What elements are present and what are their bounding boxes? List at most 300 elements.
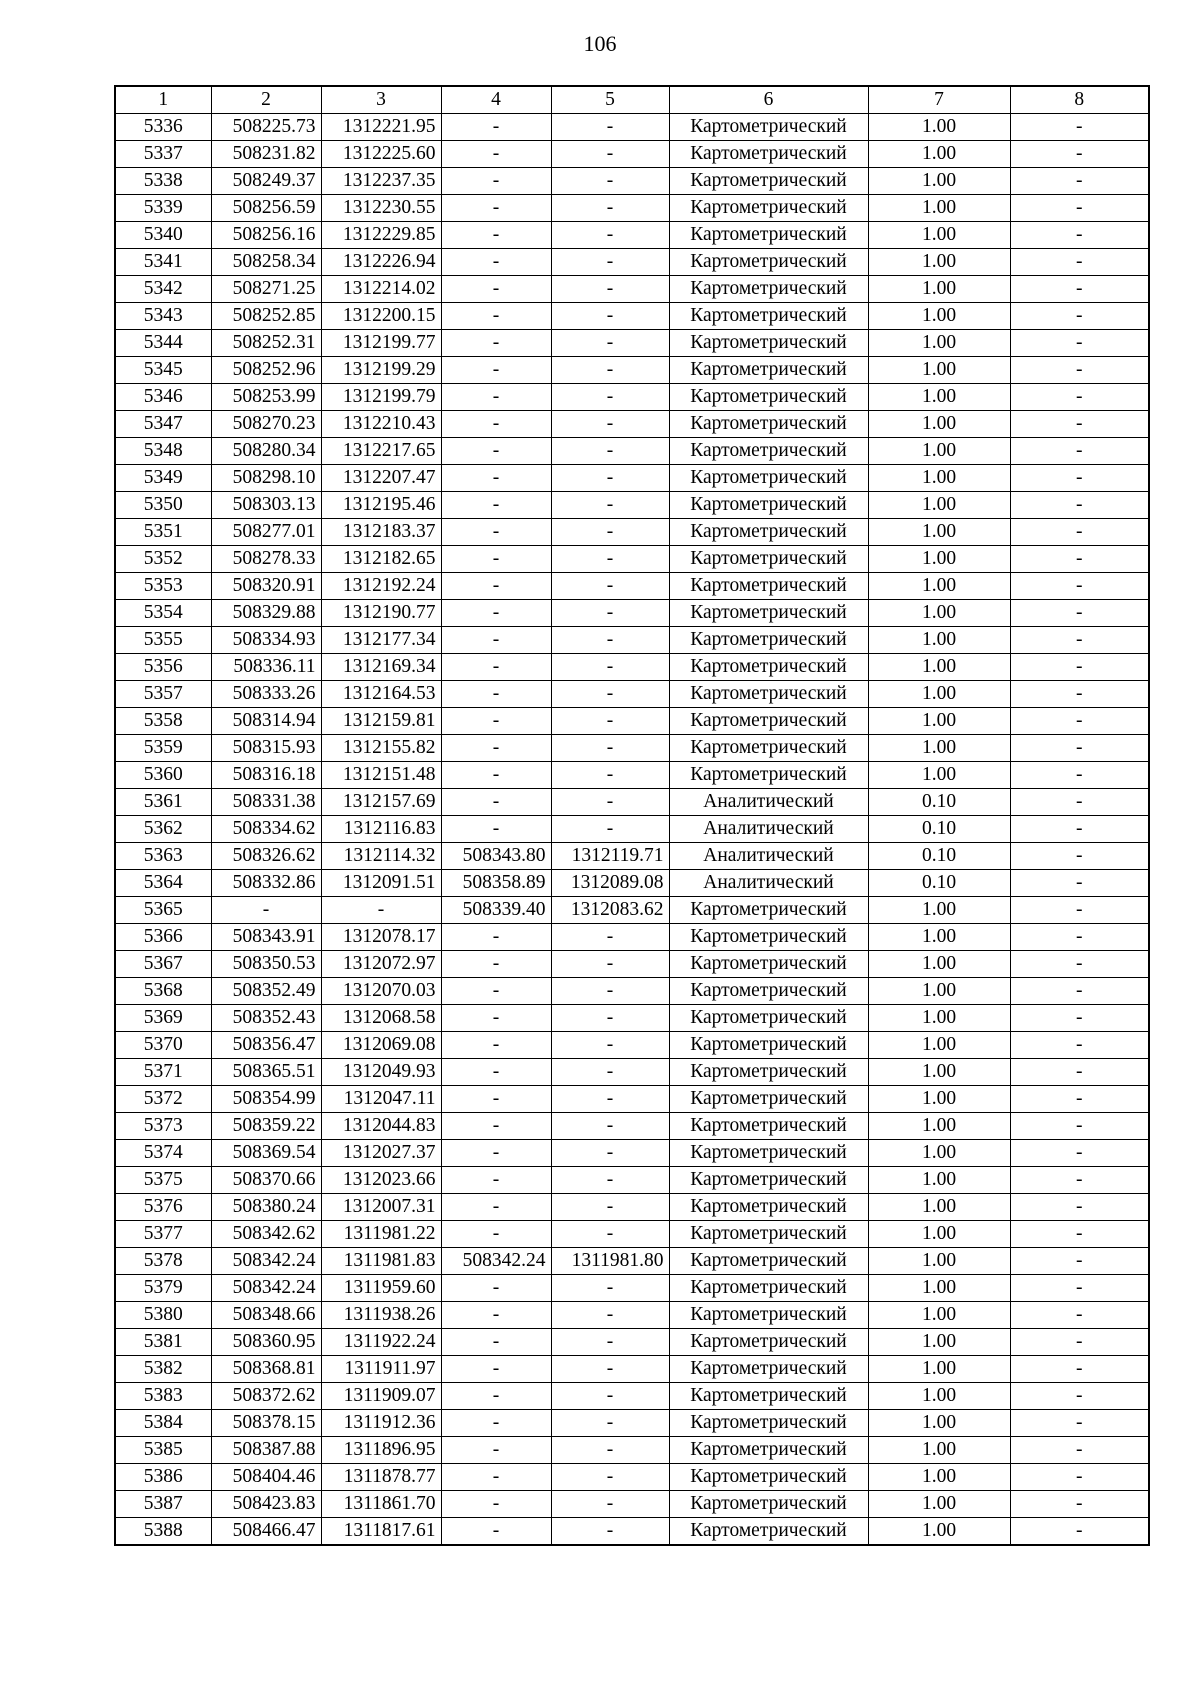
table-cell-col-2: 508352.43 — [211, 1005, 321, 1032]
table-cell-col-8: - — [1010, 1140, 1149, 1167]
table-cell-col-2: 508343.91 — [211, 924, 321, 951]
table-cell-col-6: Картометрический — [669, 1059, 868, 1086]
table-cell-col-8: - — [1010, 141, 1149, 168]
table-cell-col-8: - — [1010, 303, 1149, 330]
table-cell-col-8: - — [1010, 1032, 1149, 1059]
table-cell-col-3: 1312070.03 — [321, 978, 441, 1005]
table-cell-col-5: - — [551, 384, 669, 411]
table-cell-col-7: 1.00 — [868, 1005, 1010, 1032]
table-row — [115, 1410, 1149, 1437]
table-cell-col-7: 1.00 — [868, 1221, 1010, 1248]
table-cell-col-4: - — [441, 438, 551, 465]
table-cell-col-7: 1.00 — [868, 357, 1010, 384]
table-cell-col-5: - — [551, 1275, 669, 1302]
table-cell-col-6: Аналитический — [669, 816, 868, 843]
column-header-3: 3 — [321, 86, 441, 114]
table-cell-col-7: 1.00 — [868, 1140, 1010, 1167]
table-cell-col-8: - — [1010, 924, 1149, 951]
table-cell-col-8: - — [1010, 789, 1149, 816]
table-cell-col-4: 508358.89 — [441, 870, 551, 897]
table-cell-col-5: - — [551, 573, 669, 600]
table-cell-col-1: 5348 — [115, 438, 211, 465]
table-cell-col-1: 5362 — [115, 816, 211, 843]
table-cell-col-4: - — [441, 1221, 551, 1248]
table-cell-col-2: 508320.91 — [211, 573, 321, 600]
table-cell-col-7: 1.00 — [868, 1059, 1010, 1086]
table-cell-col-2: 508252.31 — [211, 330, 321, 357]
table-cell-col-3: 1311911.97 — [321, 1356, 441, 1383]
table-cell-col-3: 1312023.66 — [321, 1167, 441, 1194]
table-cell-col-5: - — [551, 1302, 669, 1329]
table-cell-col-7: 1.00 — [868, 978, 1010, 1005]
table-cell-col-5: - — [551, 1140, 669, 1167]
table-cell-col-6: Картометрический — [669, 1167, 868, 1194]
table-cell-col-3: 1311896.95 — [321, 1437, 441, 1464]
table-cell-col-6: Картометрический — [669, 681, 868, 708]
table-cell-col-3: 1312047.11 — [321, 1086, 441, 1113]
table-cell-col-7: 1.00 — [868, 438, 1010, 465]
table-cell-col-7: 1.00 — [868, 222, 1010, 249]
table-cell-col-8: - — [1010, 546, 1149, 573]
table-cell-col-7: 1.00 — [868, 1113, 1010, 1140]
table-cell-col-5: - — [551, 681, 669, 708]
table-row — [115, 303, 1149, 330]
table-cell-col-2: 508277.01 — [211, 519, 321, 546]
table-cell-col-7: 1.00 — [868, 627, 1010, 654]
table-row — [115, 1086, 1149, 1113]
table-cell-col-3: 1312155.82 — [321, 735, 441, 762]
table-cell-col-2: 508231.82 — [211, 141, 321, 168]
table-cell-col-3: 1312217.65 — [321, 438, 441, 465]
table-cell-col-4: - — [441, 600, 551, 627]
table-cell-col-7: 1.00 — [868, 654, 1010, 681]
table-cell-col-2: 508334.62 — [211, 816, 321, 843]
column-header-1: 1 — [115, 86, 211, 114]
table-cell-col-2: 508352.49 — [211, 978, 321, 1005]
table-cell-col-3: 1312078.17 — [321, 924, 441, 951]
table-cell-col-6: Картометрический — [669, 357, 868, 384]
table-cell-col-6: Картометрический — [669, 654, 868, 681]
table-cell-col-8: - — [1010, 1383, 1149, 1410]
table-cell-col-3: 1312225.60 — [321, 141, 441, 168]
table-cell-col-6: Картометрический — [669, 1356, 868, 1383]
table-cell-col-4: - — [441, 735, 551, 762]
table-cell-col-5: - — [551, 1032, 669, 1059]
table-row — [115, 816, 1149, 843]
table-cell-col-8: - — [1010, 654, 1149, 681]
table-cell-col-7: 0.10 — [868, 816, 1010, 843]
table-cell-col-3: 1311909.07 — [321, 1383, 441, 1410]
table-cell-col-5: - — [551, 438, 669, 465]
table-cell-col-6: Картометрический — [669, 330, 868, 357]
table-cell-col-4: - — [441, 519, 551, 546]
table-row — [115, 330, 1149, 357]
table-cell-col-4: - — [441, 1356, 551, 1383]
table-cell-col-3: 1312199.29 — [321, 357, 441, 384]
table-cell-col-2: 508253.99 — [211, 384, 321, 411]
table-cell-col-1: 5341 — [115, 249, 211, 276]
table-cell-col-6: Картометрический — [669, 1248, 868, 1275]
table-cell-col-8: - — [1010, 1491, 1149, 1518]
table-cell-col-1: 5381 — [115, 1329, 211, 1356]
table-cell-col-5: - — [551, 1464, 669, 1491]
table-cell-col-5: - — [551, 708, 669, 735]
table-cell-col-7: 1.00 — [868, 735, 1010, 762]
table-row — [115, 114, 1149, 141]
table-row — [115, 1194, 1149, 1221]
table-cell-col-7: 1.00 — [868, 1518, 1010, 1546]
table-cell-col-5: - — [551, 1005, 669, 1032]
table-cell-col-2: 508365.51 — [211, 1059, 321, 1086]
table-cell-col-6: Картометрический — [669, 1410, 868, 1437]
table-row — [115, 681, 1149, 708]
table-row — [115, 1464, 1149, 1491]
table-row — [115, 897, 1149, 924]
table-cell-col-8: - — [1010, 1437, 1149, 1464]
table-row — [115, 789, 1149, 816]
table-cell-col-6: Картометрический — [669, 1302, 868, 1329]
table-cell-col-3: 1311959.60 — [321, 1275, 441, 1302]
table-cell-col-3: 1312210.43 — [321, 411, 441, 438]
table-cell-col-1: 5350 — [115, 492, 211, 519]
table-cell-col-3: 1312114.32 — [321, 843, 441, 870]
table-header-row — [115, 86, 1149, 114]
table-cell-col-4: - — [441, 681, 551, 708]
table-cell-col-6: Картометрический — [669, 1491, 868, 1518]
table-cell-col-6: Картометрический — [669, 1221, 868, 1248]
table-cell-col-1: 5370 — [115, 1032, 211, 1059]
table-cell-col-7: 1.00 — [868, 1491, 1010, 1518]
table-cell-col-4: - — [441, 1005, 551, 1032]
table-cell-col-5: - — [551, 276, 669, 303]
table-cell-col-6: Картометрический — [669, 1518, 868, 1546]
table-cell-col-4: - — [441, 1167, 551, 1194]
table-cell-col-8: - — [1010, 816, 1149, 843]
table-cell-col-7: 1.00 — [868, 1275, 1010, 1302]
table-cell-col-4: - — [441, 924, 551, 951]
table-row — [115, 438, 1149, 465]
table-cell-col-6: Картометрический — [669, 249, 868, 276]
table-cell-col-7: 1.00 — [868, 762, 1010, 789]
table-cell-col-5: - — [551, 1167, 669, 1194]
table-cell-col-8: - — [1010, 357, 1149, 384]
table-cell-col-6: Картометрический — [669, 141, 868, 168]
table-cell-col-1: 5366 — [115, 924, 211, 951]
table-cell-col-8: - — [1010, 951, 1149, 978]
table-cell-col-8: - — [1010, 1356, 1149, 1383]
table-cell-col-3: 1312164.53 — [321, 681, 441, 708]
table-cell-col-2: 508380.24 — [211, 1194, 321, 1221]
table-cell-col-3: 1312069.08 — [321, 1032, 441, 1059]
table-cell-col-2: 508314.94 — [211, 708, 321, 735]
table-cell-col-5: - — [551, 735, 669, 762]
table-cell-col-5: - — [551, 1383, 669, 1410]
table-cell-col-2: 508359.22 — [211, 1113, 321, 1140]
table-cell-col-8: - — [1010, 573, 1149, 600]
table-row — [115, 1248, 1149, 1275]
table-cell-col-5: 1312089.08 — [551, 870, 669, 897]
table-cell-col-2: 508252.85 — [211, 303, 321, 330]
table-cell-col-8: - — [1010, 681, 1149, 708]
table-cell-col-2: 508271.25 — [211, 276, 321, 303]
table-row — [115, 600, 1149, 627]
table-cell-col-1: 5385 — [115, 1437, 211, 1464]
table-cell-col-2: 508270.23 — [211, 411, 321, 438]
table-cell-col-1: 5354 — [115, 600, 211, 627]
table-row — [115, 1356, 1149, 1383]
table-row — [115, 546, 1149, 573]
table-cell-col-1: 5383 — [115, 1383, 211, 1410]
table-cell-col-6: Картометрический — [669, 1275, 868, 1302]
table-cell-col-5: - — [551, 1518, 669, 1546]
table-cell-col-6: Картометрический — [669, 600, 868, 627]
table-cell-col-1: 5372 — [115, 1086, 211, 1113]
table-cell-col-8: - — [1010, 708, 1149, 735]
table-cell-col-8: - — [1010, 249, 1149, 276]
table-cell-col-4: - — [441, 762, 551, 789]
table-cell-col-8: - — [1010, 1329, 1149, 1356]
table-cell-col-3: 1312192.24 — [321, 573, 441, 600]
table-cell-col-4: - — [441, 1113, 551, 1140]
table-cell-col-3: 1311981.22 — [321, 1221, 441, 1248]
table-cell-col-4: - — [441, 141, 551, 168]
table-cell-col-6: Картометрический — [669, 735, 868, 762]
table-cell-col-4: - — [441, 978, 551, 1005]
table-cell-col-2: 508350.53 — [211, 951, 321, 978]
table-cell-col-2: 508342.24 — [211, 1248, 321, 1275]
table-cell-col-1: 5382 — [115, 1356, 211, 1383]
table-row — [115, 951, 1149, 978]
table-cell-col-1: 5349 — [115, 465, 211, 492]
table-cell-col-1: 5336 — [115, 114, 211, 141]
table-cell-col-6: Картометрический — [669, 1086, 868, 1113]
table-cell-col-3: 1312027.37 — [321, 1140, 441, 1167]
table-cell-col-8: - — [1010, 519, 1149, 546]
table-cell-col-1: 5380 — [115, 1302, 211, 1329]
table-cell-col-7: 1.00 — [868, 1410, 1010, 1437]
table-cell-col-5: - — [551, 816, 669, 843]
table-cell-col-4: - — [441, 1437, 551, 1464]
table-cell-col-2: 508348.66 — [211, 1302, 321, 1329]
table-cell-col-7: 1.00 — [868, 924, 1010, 951]
table-cell-col-8: - — [1010, 276, 1149, 303]
table-cell-col-5: - — [551, 1113, 669, 1140]
table-cell-col-2: 508423.83 — [211, 1491, 321, 1518]
table-cell-col-3: - — [321, 897, 441, 924]
table-cell-col-5: - — [551, 1221, 669, 1248]
table-cell-col-5: - — [551, 492, 669, 519]
table-row — [115, 654, 1149, 681]
table-cell-col-2: 508249.37 — [211, 168, 321, 195]
table-row — [115, 1140, 1149, 1167]
table-cell-col-5: - — [551, 222, 669, 249]
table-cell-col-4: - — [441, 1383, 551, 1410]
table-cell-col-1: 5374 — [115, 1140, 211, 1167]
table-row — [115, 141, 1149, 168]
table-cell-col-8: - — [1010, 1005, 1149, 1032]
table-cell-col-8: - — [1010, 978, 1149, 1005]
table-cell-col-4: - — [441, 1275, 551, 1302]
table-cell-col-4: 508343.80 — [441, 843, 551, 870]
table-cell-col-2: 508326.62 — [211, 843, 321, 870]
table-cell-col-6: Картометрический — [669, 276, 868, 303]
table-cell-col-2: 508329.88 — [211, 600, 321, 627]
table-cell-col-4: - — [441, 384, 551, 411]
table-cell-col-2: 508280.34 — [211, 438, 321, 465]
table-cell-col-5: - — [551, 141, 669, 168]
table-cell-col-3: 1311981.83 — [321, 1248, 441, 1275]
table-cell-col-7: 1.00 — [868, 519, 1010, 546]
table-cell-col-7: 1.00 — [868, 384, 1010, 411]
table-cell-col-3: 1311817.61 — [321, 1518, 441, 1546]
table-cell-col-6: Картометрический — [669, 384, 868, 411]
table-cell-col-1: 5339 — [115, 195, 211, 222]
table-cell-col-6: Картометрический — [669, 978, 868, 1005]
table-cell-col-2: 508256.59 — [211, 195, 321, 222]
table-cell-col-2: 508316.18 — [211, 762, 321, 789]
table-cell-col-1: 5347 — [115, 411, 211, 438]
table-cell-col-4: - — [441, 195, 551, 222]
table-cell-col-5: - — [551, 1194, 669, 1221]
table-cell-col-1: 5387 — [115, 1491, 211, 1518]
table-cell-col-7: 1.00 — [868, 276, 1010, 303]
table-cell-col-4: - — [441, 1464, 551, 1491]
table-cell-col-1: 5338 — [115, 168, 211, 195]
table-cell-col-8: - — [1010, 870, 1149, 897]
table-cell-col-2: 508368.81 — [211, 1356, 321, 1383]
table-cell-col-1: 5340 — [115, 222, 211, 249]
table-cell-col-7: 1.00 — [868, 573, 1010, 600]
table-cell-col-5: - — [551, 1059, 669, 1086]
table-cell-col-1: 5388 — [115, 1518, 211, 1546]
table-cell-col-2: 508332.86 — [211, 870, 321, 897]
table-cell-col-5: - — [551, 519, 669, 546]
table-cell-col-2: 508369.54 — [211, 1140, 321, 1167]
table-row — [115, 411, 1149, 438]
table-cell-col-3: 1312182.65 — [321, 546, 441, 573]
table-cell-col-7: 1.00 — [868, 897, 1010, 924]
table-cell-col-8: - — [1010, 1221, 1149, 1248]
table-cell-col-6: Картометрический — [669, 519, 868, 546]
table-cell-col-6: Аналитический — [669, 789, 868, 816]
table-row — [115, 762, 1149, 789]
table-cell-col-8: - — [1010, 762, 1149, 789]
table-cell-col-3: 1311878.77 — [321, 1464, 441, 1491]
table-cell-col-1: 5384 — [115, 1410, 211, 1437]
table-cell-col-7: 1.00 — [868, 330, 1010, 357]
table-row — [115, 1167, 1149, 1194]
table-cell-col-8: - — [1010, 1518, 1149, 1546]
table-row — [115, 1275, 1149, 1302]
table-cell-col-2: 508331.38 — [211, 789, 321, 816]
table-cell-col-5: - — [551, 195, 669, 222]
table-cell-col-6: Картометрический — [669, 438, 868, 465]
table-cell-col-7: 0.10 — [868, 789, 1010, 816]
table-cell-col-6: Картометрический — [669, 492, 868, 519]
table-cell-col-1: 5358 — [115, 708, 211, 735]
table-cell-col-6: Картометрический — [669, 1140, 868, 1167]
table-cell-col-6: Картометрический — [669, 1329, 868, 1356]
table-cell-col-3: 1312177.34 — [321, 627, 441, 654]
table-cell-col-5: - — [551, 789, 669, 816]
table-cell-col-5: - — [551, 1356, 669, 1383]
table-cell-col-2: 508303.13 — [211, 492, 321, 519]
table-cell-col-4: 508342.24 — [441, 1248, 551, 1275]
table-cell-col-8: - — [1010, 897, 1149, 924]
table-row — [115, 195, 1149, 222]
table-cell-col-2: 508466.47 — [211, 1518, 321, 1546]
table-cell-col-6: Картометрический — [669, 303, 868, 330]
table-cell-col-4: 508339.40 — [441, 897, 551, 924]
table-cell-col-8: - — [1010, 600, 1149, 627]
table-cell-col-7: 1.00 — [868, 141, 1010, 168]
table-cell-col-3: 1311938.26 — [321, 1302, 441, 1329]
table-cell-col-1: 5386 — [115, 1464, 211, 1491]
table-cell-col-7: 1.00 — [868, 1437, 1010, 1464]
table-cell-col-2: 508252.96 — [211, 357, 321, 384]
table-cell-col-4: - — [441, 303, 551, 330]
table-cell-col-3: 1312195.46 — [321, 492, 441, 519]
table-cell-col-1: 5357 — [115, 681, 211, 708]
table-cell-col-8: - — [1010, 1410, 1149, 1437]
table-cell-col-2: 508334.93 — [211, 627, 321, 654]
table-cell-col-3: 1312190.77 — [321, 600, 441, 627]
table-cell-col-2: 508225.73 — [211, 114, 321, 141]
table-cell-col-8: - — [1010, 1275, 1149, 1302]
table-cell-col-8: - — [1010, 1113, 1149, 1140]
table-cell-col-6: Картометрический — [669, 897, 868, 924]
table-row — [115, 222, 1149, 249]
table-cell-col-7: 1.00 — [868, 411, 1010, 438]
table-cell-col-3: 1312049.93 — [321, 1059, 441, 1086]
table-row — [115, 1221, 1149, 1248]
table-cell-col-4: - — [441, 411, 551, 438]
table-cell-col-4: - — [441, 222, 551, 249]
table-cell-col-1: 5361 — [115, 789, 211, 816]
column-header-7: 7 — [868, 86, 1010, 114]
page-number: 106 — [583, 31, 617, 56]
table-cell-col-5: 1311981.80 — [551, 1248, 669, 1275]
table-row — [115, 1491, 1149, 1518]
table-cell-col-2: - — [211, 897, 321, 924]
table-cell-col-7: 1.00 — [868, 1167, 1010, 1194]
table-cell-col-4: - — [441, 654, 551, 681]
table-cell-col-2: 508356.47 — [211, 1032, 321, 1059]
table-cell-col-6: Картометрический — [669, 1113, 868, 1140]
table-cell-col-8: - — [1010, 465, 1149, 492]
table-row — [115, 1005, 1149, 1032]
table-cell-col-8: - — [1010, 168, 1149, 195]
column-header-4: 4 — [441, 86, 551, 114]
table-cell-col-8: - — [1010, 438, 1149, 465]
table-cell-col-1: 5337 — [115, 141, 211, 168]
table-cell-col-7: 1.00 — [868, 1032, 1010, 1059]
table-cell-col-2: 508387.88 — [211, 1437, 321, 1464]
table-row — [115, 1032, 1149, 1059]
table-row — [115, 519, 1149, 546]
table-cell-col-1: 5345 — [115, 357, 211, 384]
table-cell-col-3: 1312230.55 — [321, 195, 441, 222]
table-row — [115, 168, 1149, 195]
table-cell-col-7: 1.00 — [868, 1356, 1010, 1383]
table-cell-col-1: 5369 — [115, 1005, 211, 1032]
table-cell-col-7: 1.00 — [868, 1329, 1010, 1356]
table-cell-col-4: - — [441, 1329, 551, 1356]
coordinates-table — [114, 85, 1150, 1546]
table-cell-col-6: Картометрический — [669, 114, 868, 141]
table-cell-col-2: 508298.10 — [211, 465, 321, 492]
table-cell-col-4: - — [441, 492, 551, 519]
